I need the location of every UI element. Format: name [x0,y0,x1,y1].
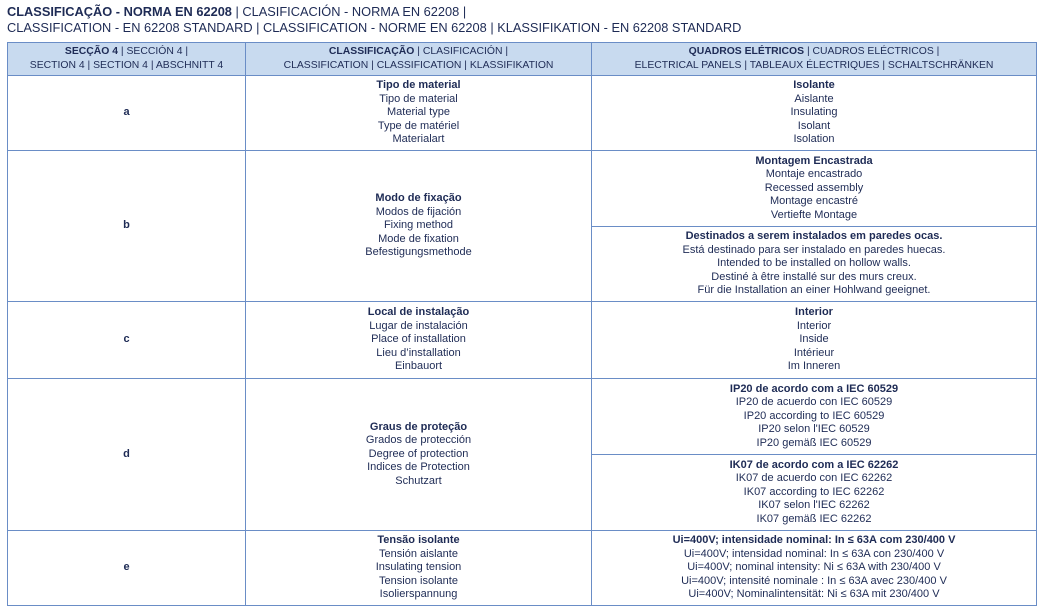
classification-label-es: Modos de fijación [375,205,462,218]
value-text-en: Intended to be installed on hollow walls. [717,257,911,270]
classification-label-en: Fixing method [383,219,454,232]
classification-label-en: Insulating tension [375,561,462,574]
classification-label-de: Isolierspannung [379,588,458,601]
classification-table [7,42,1037,606]
value-text-pt: IP20 de acordo com a IEC 60529 [729,382,899,395]
value-text-en: IK07 according to IEC 62262 [743,485,885,498]
section-letter: d [123,447,130,460]
value-cell-b-1 [592,151,1036,226]
value-text-de: Ui=400V; Nominalintensität: Ni ≤ 63A mit 230/400 V [688,588,940,601]
value-text-es: Interior [796,319,832,332]
classification-cell-e [246,531,591,605]
classification-label-en: Material type [387,106,450,119]
classification-label-es: Grados de protección [365,434,472,447]
section-cell-d [8,379,245,530]
title-line-1-rest: | CLASIFICACIÓN - NORMA EN 62208 | [231,4,467,19]
header-panels-line-2: ELECTRICAL PANELS | TABLEAUX ÉLECTRIQUES | SCHALTSCHRÄNKEN [634,60,994,71]
value-text-fr: Ui=400V; intensité nominale : In ≤ 63A avec 230/400 V [681,574,947,587]
header-classification-line-1 [329,45,508,59]
classification-label-es: Tensión aislante [379,547,458,560]
value-text-pt: Montagem Encastrada [755,154,873,167]
classification-label-en: Degree of protection [368,447,469,460]
classification-label-de: Befestigungsmethode [365,246,472,259]
classification-label-fr: Tension isolante [379,574,458,587]
classification-label-en: Place of installation [371,333,466,346]
title-line-2: CLASSIFICATION - EN 62208 STANDARD | CLASSIFICATION - NORME EN 62208 | KLASSIFIKATION - EN 62208 STANDARD [7,19,742,35]
value-text-en: Recessed assembly [764,181,864,194]
classification-cell-c [246,302,591,378]
header-classification [246,43,591,75]
value-text-de: IP20 gemäß IEC 60529 [756,436,872,449]
value-text-de: Isolation [793,133,835,146]
classification-label-fr: Lieu d’installation [376,346,461,359]
section-letter: e [123,561,130,574]
value-text-es: Montaje encastrado [765,168,863,181]
value-text-fr: IP20 selon l'IEC 60529 [758,423,870,436]
value-text-pt: Interior [795,306,833,319]
value-text-fr: Destiné à être installé sur des murs creux. [711,270,917,283]
page-title [7,4,741,35]
classification-label-pt: Modo de fixação [375,192,462,205]
value-text-fr: Intérieur [793,346,835,359]
classification-label-pt: Tensão isolante [377,534,460,547]
value-text-en: IP20 according to IEC 60529 [743,409,885,422]
classification-label-de: Materialart [392,133,445,146]
classification-label-es: Lugar de instalación [369,319,468,332]
classification-cell-d [246,379,591,530]
classification-label-es: Tipo de material [379,92,458,105]
classification-label-pt: Tipo de material [376,79,461,92]
value-text-pt: Destinados a serem instalados em paredes ocas. [685,230,943,243]
header-section-line-2: SECTION 4 | SECTION 4 | ABSCHNITT 4 [29,60,224,71]
header-panels-rest: | CUADROS ELÉCTRICOS | [804,46,940,57]
value-cell-d-1 [592,379,1036,454]
value-text-fr: Isolant [797,119,831,132]
value-text-de: IK07 gemäß IEC 62262 [756,512,872,525]
value-cell-e [592,531,1036,605]
value-text-es: IK07 de acuerdo con IEC 62262 [735,472,893,485]
section-cell-c [8,302,245,378]
classification-label-fr: Mode de fixation [378,232,459,245]
value-text-es: Aislante [794,92,834,105]
value-text-pt: IK07 de acordo com a IEC 62262 [729,458,899,471]
classification-label-fr: Indices de Protection [367,461,470,474]
title-line-1-bold: CLASSIFICAÇÃO - NORMA EN 62208 [7,4,232,19]
section-cell-b [8,151,245,301]
value-text-en: Insulating [790,106,838,119]
header-section-line-1 [65,45,188,59]
section-letter: a [123,106,130,119]
header-panels [592,43,1036,75]
header-section-rest: | SECCIÓN 4 | [118,46,189,57]
classification-label-pt: Graus de proteção [369,420,468,433]
value-cell-c [592,302,1036,378]
classification-cell-a [246,76,591,150]
value-text-pt: Isolante [793,79,835,92]
value-text-es: Ui=400V; intensidad nominal: In ≤ 63A con 230/400 V [683,547,945,560]
section-letter: c [123,333,130,346]
classification-label-de: Einbauort [394,360,443,373]
header-panels-line-1 [689,45,940,59]
value-text-pt: Ui=400V; intensidade nominal: In ≤ 63A com 230/400 V [672,534,956,547]
header-classification-line-2: CLASSIFICATION | CLASSIFICATION | KLASSIFIKATION [283,60,554,71]
value-text-de: Vertiefte Montage [770,208,858,221]
value-text-fr: Montage encastré [769,195,859,208]
value-cell-a [592,76,1036,150]
header-classification-bold: CLASSIFICAÇÃO [328,46,415,57]
value-cell-d-2 [592,455,1036,530]
value-text-de: Für die Installation an einer Hohlwand geeignet. [697,284,931,297]
value-text-es: Está destinado para ser instalado en paredes huecas. [682,243,946,256]
value-text-de: Im Inneren [787,360,841,373]
classification-label-de: Schutzart [395,474,442,487]
classification-label-fr: Type de matériel [377,119,460,132]
value-text-en: Ui=400V; nominal intensity: Ni ≤ 63A with 230/400 V [687,561,941,574]
section-letter: b [123,219,130,232]
value-text-es: IP20 de acuerdo con IEC 60529 [735,396,893,409]
header-section [8,43,245,75]
classification-label-pt: Local de instalação [367,306,470,319]
title-line-1 [7,4,741,20]
section-cell-e [8,531,245,605]
header-section-bold: SECÇÃO 4 [64,46,119,57]
header-panels-bold: QUADROS ELÉTRICOS [688,46,805,57]
header-classification-rest: | CLASIFICACIÓN | [414,46,509,57]
value-cell-b-2 [592,227,1036,301]
value-text-en: Inside [799,333,829,346]
section-cell-a [8,76,245,150]
classification-cell-b [246,151,591,301]
value-text-fr: IK07 selon l'IEC 62262 [758,499,870,512]
